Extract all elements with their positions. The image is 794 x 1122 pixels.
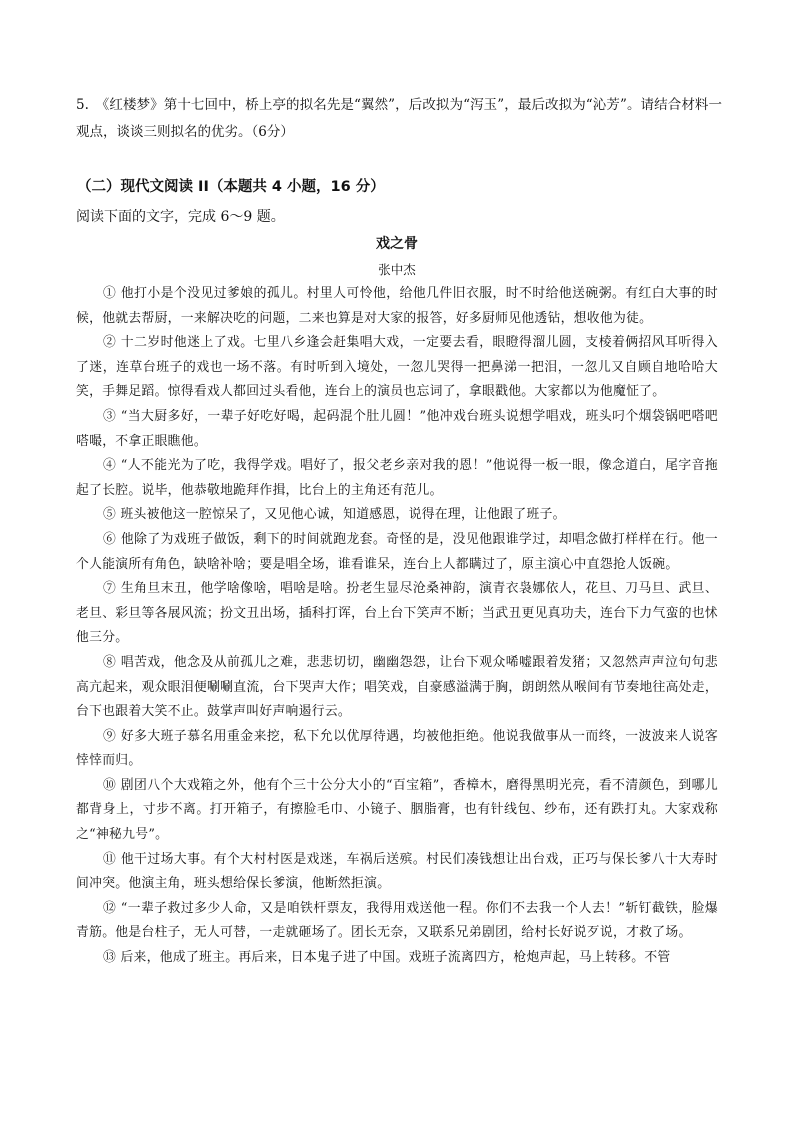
article-body <box>76 282 718 971</box>
article-title: 戏之骨 <box>376 236 418 252</box>
paragraph-4: ④ “人不能光为了吃，我得学戏。唱好了，报父老乡亲对我的恩！”他说得一板一眼，像念道白，尾字音拖起了长腔。说毕，他恭敬地跪拜作揖，比台上的主角还有范儿。 <box>76 458 718 498</box>
paragraph-6: ⑥ 他除了为戏班子做饭，剩下的时间就跑龙套。奇怪的是，没见他跟谁学过，却唱念做打样样在行。他一个人能演所有角色，缺啥补啥；要是唱全场，谁看谁呆，连台上人都瞒过了，原主演心中直怨抢人饭碗。 <box>76 531 718 572</box>
paragraph-12: ⑫ “一辈子救过多少人命，又是咱铁杆票友，我得用戏送他一程。你们不去我一个人去！”斩钉截铁，脸爆青筋。他是台柱子，无人可替，一走就砸场了。团长无奈，又联系兄弟剧团，给村长好说歹说，才救了场。 <box>76 900 718 941</box>
question-5: 5. 《红楼梦》第十七回中，桥上亭的拟名先是“翼然”，后改拟为“泻玉”，最后改拟为“沁芳”。请结合材料一观点，谈谈三则拟名的优劣。（6分） <box>76 97 722 140</box>
paragraph-3: ③ “当大厨多好，一辈子好吃好喝，起码混个肚儿圆！”他冲戏台班头说想学唱戏，班头叼个烟袋锅吧嗒吧嗒嘬，不拿正眼瞧他。 <box>76 408 718 449</box>
paragraph-13: ⑬ 后来，他成了班主。再后来，日本鬼子进了中国。戏班子流离四方，枪炮声起，马上转移。不管 <box>103 950 671 966</box>
article-author: 张中杰 <box>378 262 416 277</box>
paragraph-5: ⑤ 班头被他这一腔惊呆了，又见他心诚，知道感恩，说得在理，让他跟了班子。 <box>103 507 566 523</box>
paragraph-7: ⑦ 生角旦末丑，他学啥像啥，唱啥是啥。扮老生显尽沧桑神韵，演青衣袅娜依人，花旦、刀马旦、武旦、老旦、彩旦等各展风流；扮文丑出场，插科打诨，台上台下笑声不断；当武丑更见真功夫，连台下力气蛮的也怵他三分。 <box>76 581 718 646</box>
paragraph-10: ⑩ 剧团八个大戏箱之外，他有个三十公分大小的“百宝箱”，香樟木，磨得黑明光亮，看不清颜色，到哪儿都背身上，寸步不离。打开箱子，有擦脸毛巾、小镜子、胭脂膏，也有针线包、纱布，还有跌打丸。大家戏称之“神秘九号”。 <box>76 777 718 843</box>
paragraph-8: ⑧ 唱苦戏，他念及从前孤儿之难，悲悲切切，幽幽怨怨，让台下观众唏嘘跟着发猪；又忽然声声泣句句悲高亢起来，观众眼泪便唰唰直流，台下哭声大作；唱笑戏，自豪感溢满于胸，朗朗然从喉间有节奏地往高处走，台下也跟着大笑不止。鼓掌声叫好声响遏行云。 <box>76 654 718 720</box>
paragraph-11: ⑪ 他干过场大事。有个大村村医是戏迷，车祸后送殡。村民们凑钱想让出台戏，正巧与保长爹八十大寿时间冲突。他演主角，班头想给保长爹演，他断然拒演。 <box>76 851 718 892</box>
paragraph-2: ② 十二岁时他迷上了戏。七里八乡逢会赶集唱大戏，一定要去看，眼瞪得溜儿圆，支棱着俩招风耳听得入了迷，连草台班子的戏也一场不落。有时听到入境处，一忽儿哭得一把鼻涕一把泪，一忽儿又自顾自地哈哈大笑，手舞足蹈。惊得看戏人都回过头看他，连台上的演员也忘词了，拿眼戳他。大家都以为他魔怔了。 <box>76 335 718 400</box>
paragraph-9: ⑨ 好多大班子慕名用重金来挖，私下允以优厚待遇，均被他拒绝。他说我做事从一而终，一波波来人说客悻悻而归。 <box>76 728 718 769</box>
reading-instruction: 阅读下面的文字，完成 6～9 题。 <box>76 209 285 225</box>
paragraph-1: ① 他打小是个没见过爹娘的孤儿。村里人可怜他，给他几件旧衣服，时不时给他送碗粥。有红白大事的时候，他就去帮厨，一来解决吃的问题，二来也算是对大家的报答，好多厨师见他透钻，想收他为徒。 <box>76 286 718 326</box>
section-title: （二）现代文阅读 II（本题共 4 小题，16 分） <box>77 179 385 195</box>
